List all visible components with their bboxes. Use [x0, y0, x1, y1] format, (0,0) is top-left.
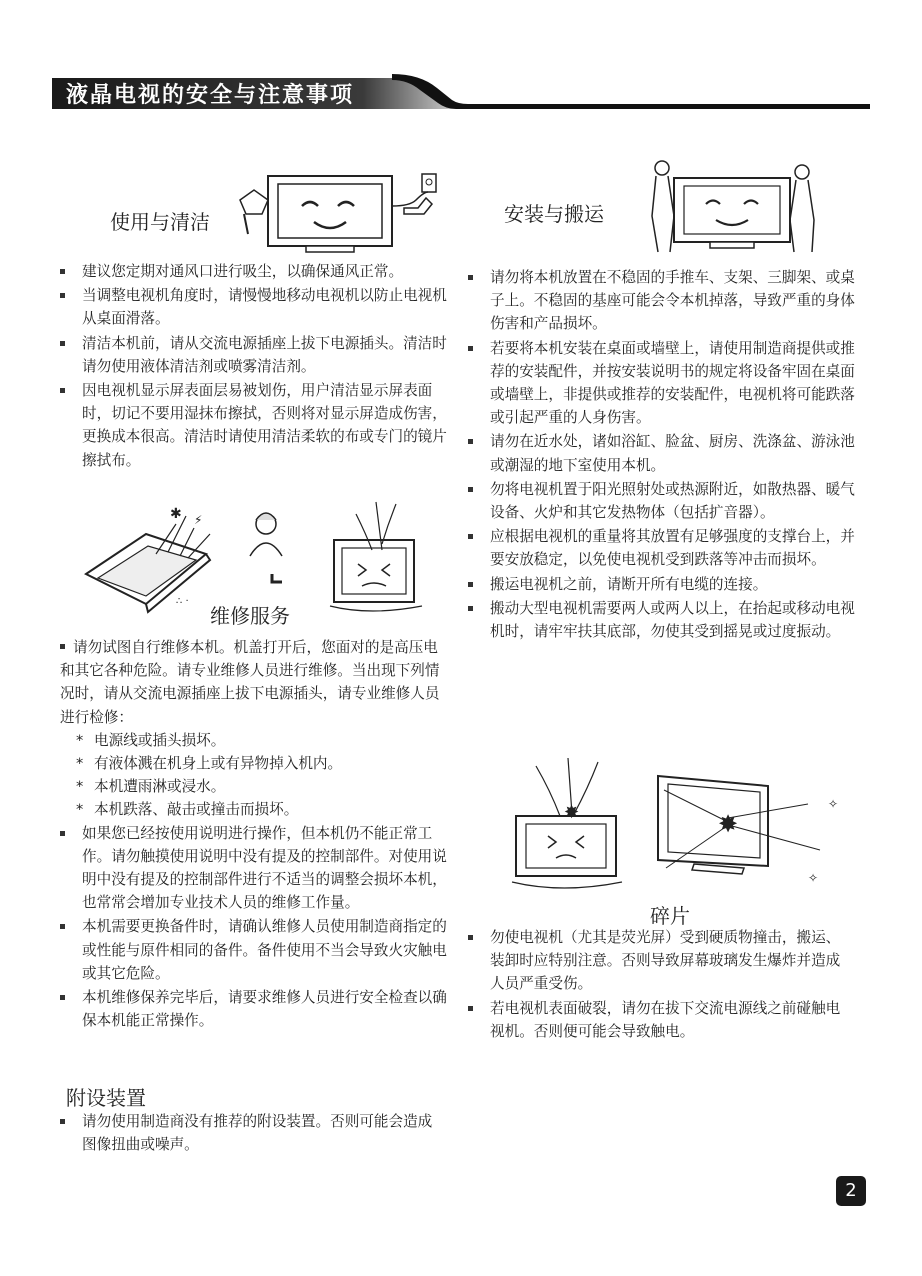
list-item: 搬运电视机之前，请断开所有电缆的连接。: [468, 573, 864, 596]
header-banner: [52, 72, 870, 112]
service-intro: 请勿试图自行维修本机。机盖打开后，您面对的是高压电和其它各种危险。请专业维修人员进行维修。当出现下列情况时，请从交流电源插座上拔下电源插头，请专业维修人员进行检修：: [60, 639, 440, 726]
svg-text:✧: ✧: [808, 871, 819, 885]
service-cases: [60, 729, 452, 822]
list-item: 清洁本机前，请从交流电源插座上拔下电源插头。清洁时请勿使用液体清洁剂或喷雾清洁剂。: [60, 332, 452, 378]
list-item: 请勿将本机放置在不稳固的手推车、支架、三脚架、或桌子上。不稳固的基座可能会令本机掉落，导致严重的身体伤害和产品损坏。: [468, 266, 864, 336]
fragments-illustration: [508, 756, 858, 898]
list-item: 本机维修保养完毕后，请要求维修人员进行安全检查以确保本机能正常操作。: [60, 986, 452, 1032]
list-item: 如果您已经按使用说明进行操作，但本机仍不能正常工作。请勿触摸使用说明中没有提及的控制部件。对使用说明中没有提及的控制部件进行不适当的调整会损坏本机，也常常会增加专业技术人员的维修工作量。: [60, 822, 452, 915]
section-title-service: 维修服务: [210, 604, 290, 628]
list-item: 若电视机表面破裂，请勿在拔下交流电源线之前碰触电视机。否则便可能会导致触电。: [468, 997, 848, 1043]
list-item: * 有液体溅在机身上或有异物掉入机内。: [76, 752, 452, 775]
list-item: 应根据电视机的重量将其放置有足够强度的支撑台上，并要安放稳定，以免使电视机受到跌落等冲击而损坏。: [468, 525, 864, 571]
svg-text:✱: ✱: [170, 506, 182, 522]
list-item: 勿将电视机置于阳光照射处或热源附近，如散热器、暖气设备、火炉和其它发热物体（包括扩音器）。: [468, 478, 864, 524]
list-item: * 本机遭雨淋或浸水。: [76, 775, 452, 798]
use-clean-list: [60, 260, 452, 473]
fragments-list: [468, 926, 848, 1044]
list-item: 本机需要更换备件时，请确认维修人员使用制造商指定的或性能与原件相同的备件。备件使用不当会导致火灾触电或其它危险。: [60, 915, 452, 985]
list-item: 因电视机显示屏表面层易被划伤，用户清洁显示屏表面时，切记不要用湿抹布擦拭，否则将对显示屏造成伤害，更换成本很高。清洁时请使用清洁柔软的布或专门的镜片擦拭布。: [60, 379, 452, 472]
accessory-list: [60, 1110, 440, 1157]
tv-carrying-illustration: [648, 156, 818, 256]
svg-text:✧: ✧: [828, 797, 839, 811]
list-item: * 本机跌落、敲击或撞击而损坏。: [76, 798, 452, 821]
svg-text:✸: ✸: [718, 810, 739, 838]
section-title-accessory: 附设装置: [66, 1086, 146, 1110]
service-content: [60, 636, 452, 1033]
section-title-fragments: 碎片: [650, 904, 690, 928]
list-item: 请勿在近水处，诸如浴缸、脸盆、厨房、洗涤盆、游泳池或潮湿的地下室使用本机。: [468, 430, 864, 476]
list-item: 当调整电视机角度时，请慢慢地移动电视机以防止电视机从桌面滑落。: [60, 284, 452, 330]
list-item: 搬动大型电视机需要两人或两人以上，在抬起或移动电视机时，请牢牢扶其底部，勿使其受到摇晃或过度振动。: [468, 597, 864, 643]
section-title-install: 安装与搬运: [504, 202, 604, 226]
svg-text:⚡: ⚡: [194, 513, 203, 527]
page-title: 液晶电视的安全与注意事项: [66, 82, 355, 108]
list-item: 勿使电视机（尤其是荧光屏）受到硬质物撞击，搬运、装卸时应特别注意。否则导致屏幕玻璃发生爆炸并造成人员严重受伤。: [468, 926, 848, 996]
bullet-marker: [60, 644, 65, 649]
svg-text:✸: ✸: [564, 802, 580, 823]
list-item: 若要将本机安装在桌面或墙壁上，请使用制造商提供或推荐的安装配件，并按安装说明书的规定将设备牢固在桌面或墙壁上，非提供或推荐的安装配件，电视机将可能跌落或引起严重的人身伤害。: [468, 337, 864, 430]
list-item: * 电源线或插头损坏。: [76, 729, 452, 752]
section-title-use-clean: 使用与清洁: [110, 210, 210, 234]
install-list: [468, 266, 864, 644]
tv-cleaning-illustration: [236, 170, 446, 258]
list-item: 请勿使用制造商没有推荐的附设装置。否则可能会造成图像扭曲或噪声。: [60, 1110, 440, 1156]
page-number: 2: [836, 1176, 866, 1206]
list-item: 建议您定期对通风口进行吸尘，以确保通风正常。: [60, 260, 452, 283]
svg-text:∴ ·: ∴ ·: [176, 596, 189, 607]
